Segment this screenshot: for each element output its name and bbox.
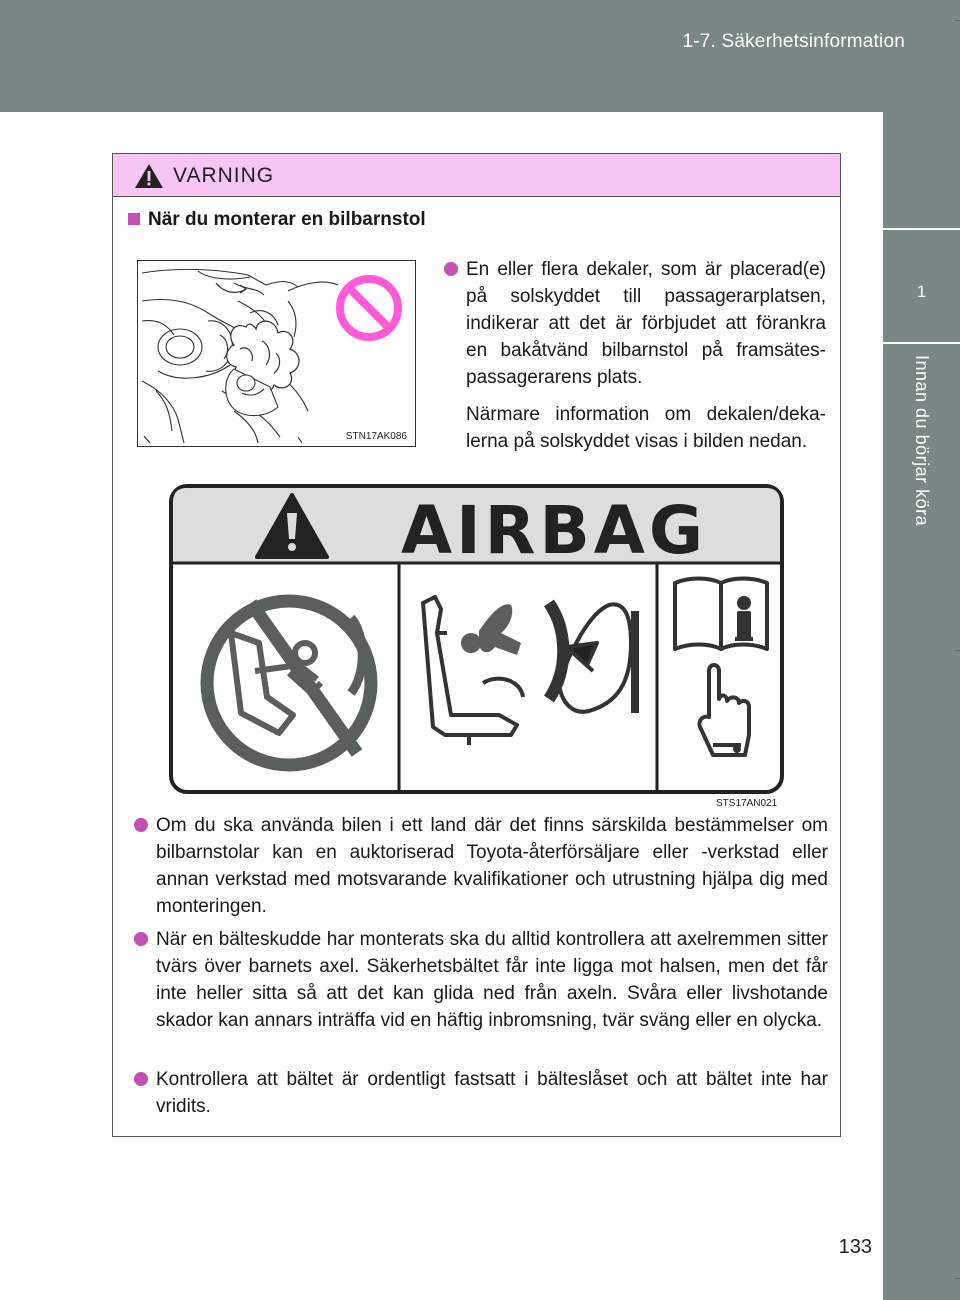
bullet-text: Närmare information om dekalen/deka-lerna på solskyddet visas i bilden nedan. <box>466 404 826 452</box>
crop-mark <box>955 20 960 21</box>
crop-mark <box>955 650 960 651</box>
crop-mark <box>955 1278 960 1279</box>
bullet-text: En eller flera dekaler, som är placerad(e) på solskyddet till passagerarplatsen, indikerar att det är förbjudet att förankra en bakåtvänd bilbarnstol på framsätes-passagerarens plats. <box>466 259 826 388</box>
chapter-number-box <box>883 228 960 344</box>
bullet-dot-icon <box>444 262 458 276</box>
warning-header <box>113 154 840 197</box>
chapter-title: Innan du börjar köra <box>912 355 932 527</box>
passenger-airbag-drawing <box>138 261 415 446</box>
airbag-warning-label <box>169 483 786 797</box>
list-item <box>466 256 826 455</box>
bullet-text: Kontrollera att bältet är ordentligt fastsatt i bälteslåset och att bältet inte har vridits. <box>156 1069 828 1117</box>
header-band <box>0 0 960 112</box>
airbag-text: AIRBAG <box>400 492 708 569</box>
warning-box <box>112 153 841 1137</box>
list-item <box>156 926 828 1034</box>
square-bullet-icon <box>128 213 140 225</box>
illustration-code: STN17AK086 <box>345 431 407 442</box>
section-title-text: När du monterar en bilbarnstol <box>148 209 426 230</box>
warning-title: VARNING <box>173 164 275 187</box>
bullet-dot-icon <box>134 1072 148 1086</box>
bullet-text: Om du ska använda bilen i ett land där det finns särskilda bestämmelser om bilbarnstolar kan en auktoriserad Toyota-återförsäljare eller -verkstad eller annan verkstad med motsvarande kvalifikationer och utrustning hjälpa dig med monteringen. <box>156 815 828 917</box>
bullet-dot-icon <box>134 932 148 946</box>
section-heading: 1-7. Säkerhetsinformation <box>682 31 905 52</box>
bullet-dot-icon <box>134 818 148 832</box>
page-number: 133 <box>838 1236 872 1258</box>
chapter-title-tab <box>883 355 960 605</box>
list-item <box>156 1066 828 1120</box>
section-title <box>128 209 426 231</box>
airbag-label-code: STS17AN021 <box>716 798 778 809</box>
chapter-number: 1 <box>916 282 927 301</box>
warning-triangle-icon <box>134 163 164 189</box>
list-item <box>156 812 828 920</box>
car-interior-illustration <box>137 260 416 447</box>
bullet-text: När en bälteskudde har monterats ska du alltid kontrollera att axelremmen sitter tvärs över barnets axel. Säkerhetsbältet får inte ligga mot halsen, men det får inte heller sitta så att det kan glida ned från axeln. Svåra eller livshotande skador kan annars inträffa vid en häftig inbromsning, tvär sväng eller en olycka. <box>156 929 828 1031</box>
